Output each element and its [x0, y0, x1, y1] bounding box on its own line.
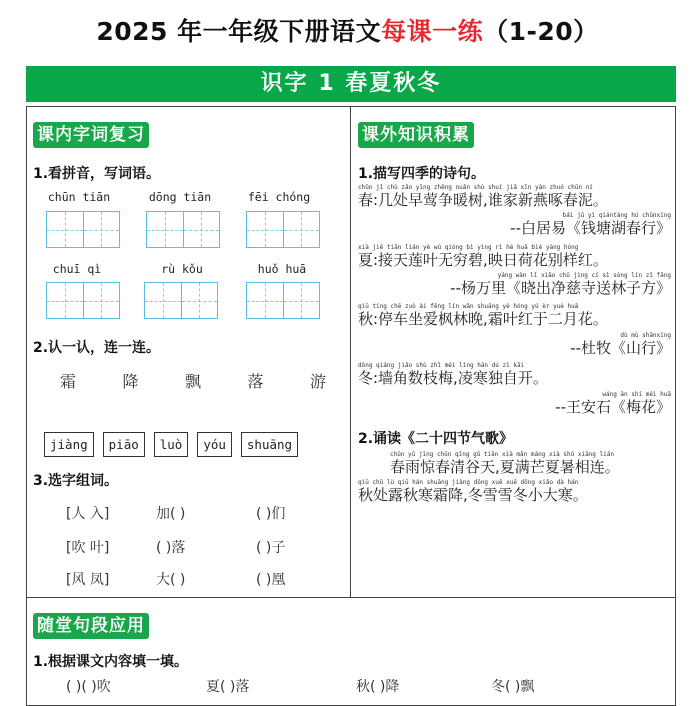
question-1-title: 1.看拼音，写词语。	[33, 166, 161, 182]
poem-pinyin: chūn yǔ jīng chūn qīng gǔ tiān xià mǎn máng xià shǔ xiāng lián	[390, 451, 614, 458]
fill-blank-item[interactable]: 秋( )降	[356, 679, 400, 695]
poem-pinyin: chūn jǐ chù zǎo yīng zhēng nuǎn shù shuí jiā xīn yàn zhuó chūn ní	[358, 184, 593, 191]
blank-b[interactable]: ( )子	[256, 540, 286, 556]
poem-summer	[358, 244, 608, 269]
poem-text: 夏:接天莲叶无穷碧,映日荷花别样红。	[358, 251, 608, 269]
lesson-banner: 识字 1 春夏秋冬	[26, 66, 676, 102]
poem-pinyin: dōng qiáng jiǎo shù zhī méi líng hán dú zì kāi	[358, 362, 525, 369]
poem-text: 春雨惊春清谷天,夏满芒夏暑相连。	[390, 458, 620, 476]
pinyin-label: chuī qì	[52, 262, 102, 276]
author-pinyin: dù mù shānxíng	[620, 332, 671, 339]
section-tag-extra-knowledge: 课外知识积累	[358, 122, 474, 148]
match-character[interactable]: 落	[247, 372, 264, 391]
word-choice-row	[66, 569, 336, 589]
poem-spring	[358, 184, 608, 209]
match-pinyin-box[interactable]: jiàng	[44, 432, 94, 457]
match-character[interactable]: 游	[309, 372, 326, 391]
word-choice-row	[66, 503, 336, 523]
poem-author-autumn	[570, 332, 671, 357]
match-pinyin-box[interactable]: yóu	[197, 432, 232, 457]
author-pinyin: bái jū yì qiántáng hú chūnxíng	[562, 212, 671, 219]
author-text: --王安石《梅花》	[555, 398, 671, 416]
fill-blank-item[interactable]: ( )( )吹	[66, 679, 111, 695]
writing-grid[interactable]	[144, 282, 218, 319]
poem-author-spring	[510, 212, 671, 237]
author-text: --杜牧《山行》	[570, 339, 671, 357]
poem-pinyin: qiū chǔ lù qiū hán shuāng jiàng dōng xuě xuě dōng xiǎo dà hán	[358, 479, 579, 486]
row-divider	[26, 597, 676, 598]
poem-text: 秋处露秋寒霜降,冬雪雪冬小大寒。	[358, 486, 588, 504]
fill-blank-item[interactable]: 冬( )飘	[491, 679, 535, 695]
poem-pinyin: qiū tíng chē zuò ài fēng lín wǎn shuāng yè hóng yú èr yuè huā	[358, 303, 579, 310]
fill-blank-row	[66, 676, 666, 696]
char-pair: [吹 叶]	[66, 540, 110, 556]
page-title-prefix: 2025 年一年级下册语文	[96, 17, 382, 46]
solar-terms-title: 2.诵读《二十四节气歌》	[358, 431, 514, 447]
poem-winter	[358, 362, 548, 387]
poem-autumn	[358, 303, 608, 328]
pinyin-label: dōng tiān	[148, 190, 212, 204]
poem-pinyin: xià jiē tiān lián yè wú qióng bì yìng rì hé huā bié yàng hóng	[358, 244, 579, 251]
writing-grid[interactable]	[46, 211, 120, 248]
word-choice-row	[66, 537, 336, 557]
match-pinyin-box[interactable]: piāo	[103, 432, 145, 457]
match-pinyin-row	[44, 432, 298, 457]
poem-text: 春:几处早莺争暖树,谁家新燕啄春泥。	[358, 191, 608, 209]
writing-grid[interactable]	[246, 282, 320, 319]
author-pinyin: yáng wàn lǐ xiǎo chū jìng cí sì sòng lín zǐ fāng	[497, 272, 671, 279]
blank-a[interactable]: 大( )	[156, 572, 186, 588]
page-title	[0, 12, 695, 48]
section-tag-sentence-application: 随堂句段应用	[33, 613, 149, 639]
solar-terms-line	[390, 451, 620, 476]
match-character[interactable]: 飘	[184, 372, 201, 391]
column-divider	[350, 106, 351, 598]
match-character[interactable]: 霜	[60, 372, 77, 391]
poem-text: 冬:墙角数枝梅,凌寒独自开。	[358, 369, 548, 387]
match-pinyin-box[interactable]: shuāng	[241, 432, 298, 457]
blank-a[interactable]: ( )落	[156, 540, 186, 556]
page-title-suffix: （1-20）	[483, 17, 599, 46]
question-3-title: 3.选字组词。	[33, 473, 119, 489]
fill-blank-item[interactable]: 夏( )落	[206, 679, 250, 695]
pinyin-label: chūn tiān	[47, 190, 111, 204]
fill-question-title: 1.根据课文内容填一填。	[33, 654, 189, 670]
question-2-title: 2.认一认，连一连。	[33, 340, 161, 356]
match-characters-row	[48, 369, 338, 392]
author-pinyin: wáng ān shí méi huā	[602, 391, 671, 398]
solar-terms-line	[358, 479, 588, 504]
blank-b[interactable]: ( )凰	[256, 572, 286, 588]
writing-grid[interactable]	[146, 211, 220, 248]
poem-author-summer	[450, 272, 671, 297]
author-text: --杨万里《晓出净慈寺送林子方》	[450, 279, 671, 297]
section-tag-in-class-review: 课内字词复习	[33, 122, 149, 148]
blank-a[interactable]: 加( )	[156, 506, 186, 522]
author-text: --白居易《钱塘湖春行》	[510, 219, 671, 237]
pinyin-label: huǒ huā	[257, 262, 307, 276]
writing-grid[interactable]	[246, 211, 320, 248]
match-character[interactable]: 降	[122, 372, 139, 391]
match-pinyin-box[interactable]: luò	[154, 432, 189, 457]
pinyin-label: rù kǒu	[161, 262, 203, 276]
poem-text: 秋:停车坐爱枫林晚,霜叶红于二月花。	[358, 310, 608, 328]
writing-grid[interactable]	[46, 282, 120, 319]
page-title-highlight: 每课一练	[381, 17, 484, 46]
poem-author-winter	[555, 391, 671, 416]
poems-question-title: 1.描写四季的诗句。	[358, 166, 486, 182]
char-pair: [风 凤]	[66, 572, 110, 588]
blank-b[interactable]: ( )们	[256, 506, 286, 522]
char-pair: [人 入]	[66, 506, 110, 522]
pinyin-label: fēi chóng	[247, 190, 311, 204]
